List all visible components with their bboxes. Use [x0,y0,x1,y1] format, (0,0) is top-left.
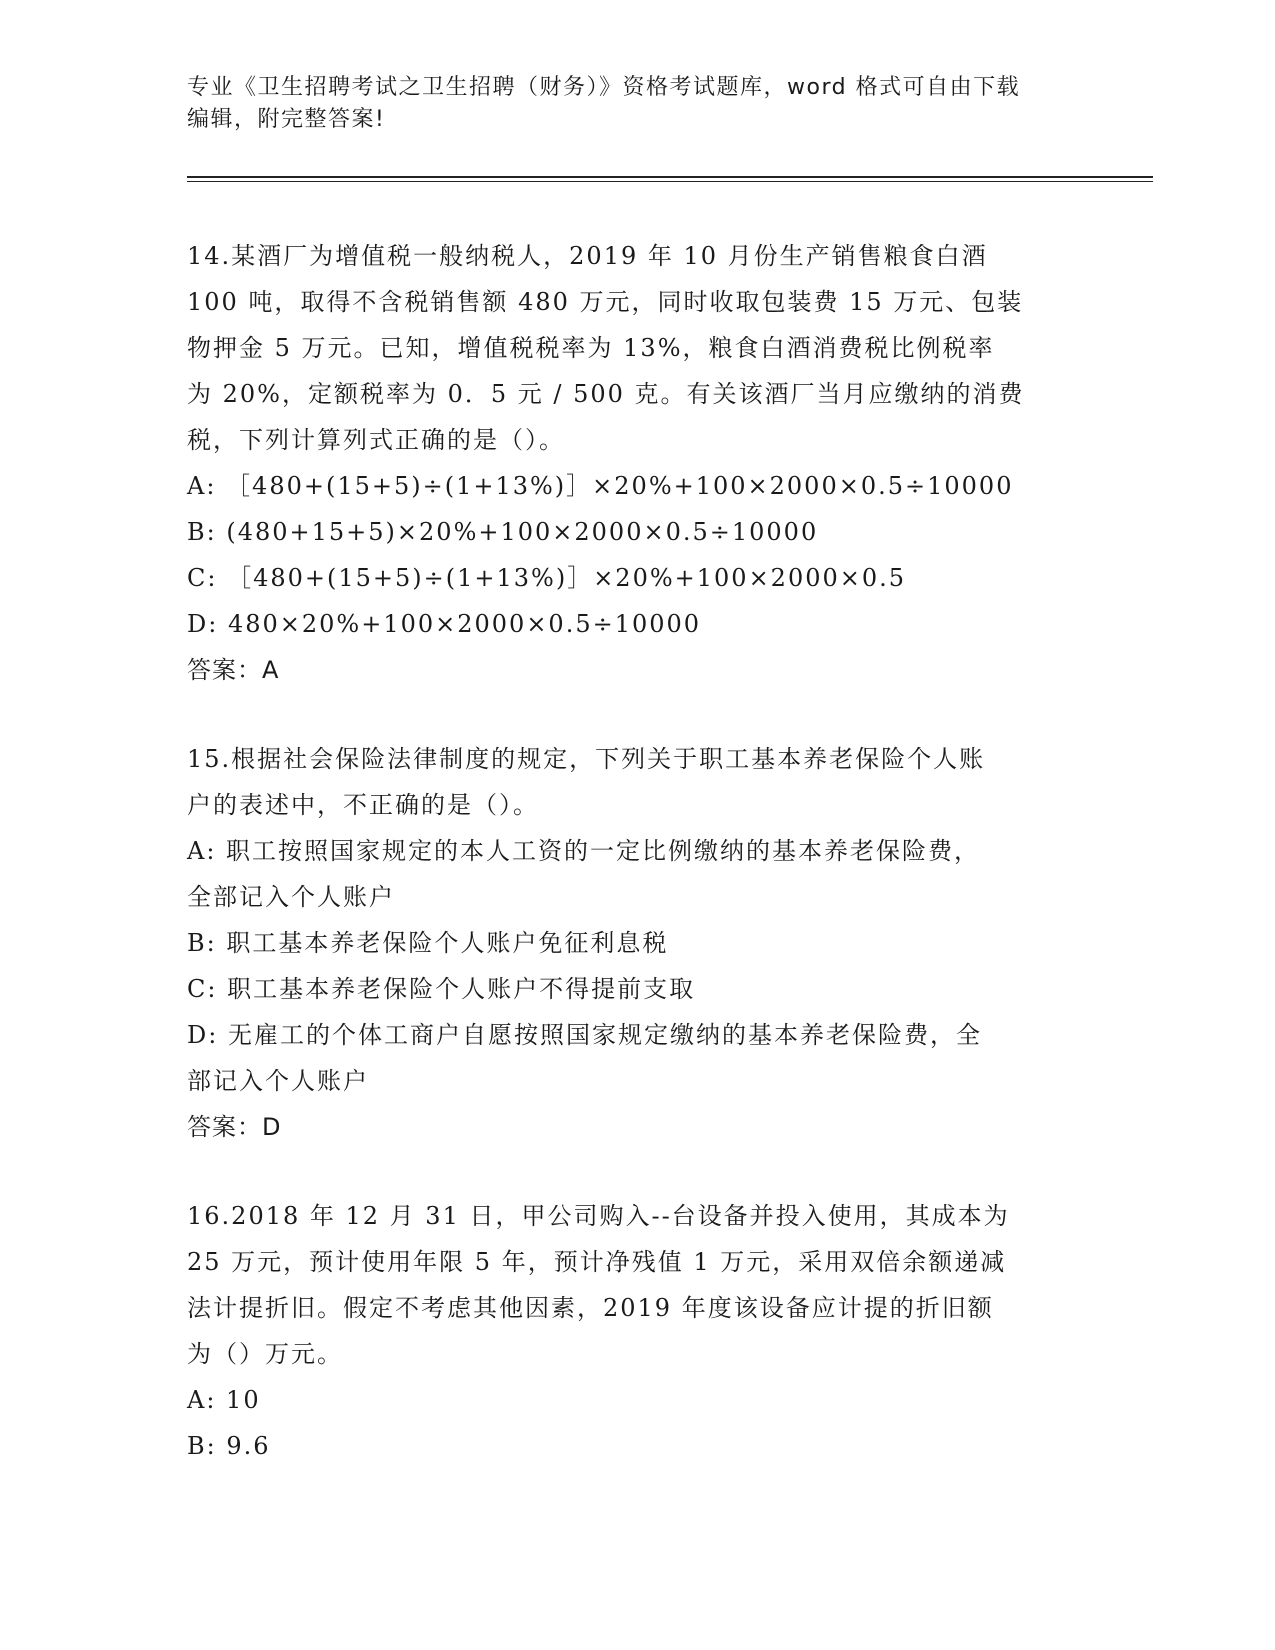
option-a: A: 职工按照国家规定的本人工资的一定比例缴纳的基本养老保险费， [187,837,981,865]
question-stem-line: 户的表述中，不正确的是（）。 [187,791,539,819]
question-stem-line: 100 吨，取得不含税销售额 480 万元，同时收取包装费 15 万元、包装 [187,288,1024,316]
question-stem-line: 物押金 5 万元。已知，增值税税率为 13%，粮食白酒消费税比例税率 [187,334,995,362]
option-b: B: 职工基本养老保险个人账户免征利息税 [187,929,669,957]
option-b: B: 9.6 [187,1432,271,1460]
question-16 [187,1193,1087,1469]
question-stem-line: 法计提折旧。假定不考虑其他因素，2019 年度该设备应计提的折旧额 [187,1294,994,1322]
option-a-continued: 全部记入个人账户 [187,883,395,911]
option-d: D: 480×20%+100×2000×0.5÷10000 [187,610,702,638]
question-stem-line: 16.2018 年 12 月 31 日，甲公司购入--台设备并投入使用，其成本为 [187,1202,1010,1230]
question-14 [187,233,1087,693]
question-stem-line: 税，下列计算列式正确的是（）。 [187,426,565,454]
header-divider-thick [187,176,1153,178]
question-stem-line: 15.根据社会保险法律制度的规定，下列关于职工基本养老保险个人账 [187,745,986,773]
option-c: C: ［480+(15+5)÷(1+13%)］×20%+100×2000×0.5 [187,564,907,592]
option-c: C: 职工基本养老保险个人账户不得提前支取 [187,975,696,1003]
option-b: B: (480+15+5)×20%+100×2000×0.5÷10000 [187,518,819,546]
option-d-continued: 部记入个人账户 [187,1067,369,1095]
option-a: A: 10 [187,1386,261,1414]
option-d: D: 无雇工的个体工商户自愿按照国家规定缴纳的基本养老保险费，全 [187,1021,982,1049]
question-stem-line: 为 20%，定额税率为 0．5 元 / 500 克。有关该酒厂当月应缴纳的消费 [187,380,1025,408]
question-stem-line: 25 万元，预计使用年限 5 年，预计净残值 1 万元，采用双倍余额递减 [187,1248,1007,1276]
question-15 [187,736,1087,1150]
question-stem-line: 14.某酒厂为增值税一般纳税人，2019 年 10 月份生产销售粮食白酒 [187,242,988,270]
header-divider-thin [187,181,1153,182]
question-stem-line: 为（）万元。 [187,1340,343,1368]
option-a: A: ［480+(15+5)÷(1+13%)］×20%+100×2000×0.5÷10000 [187,472,1014,500]
answer-label: 答案：D [187,1113,282,1141]
answer-label: 答案：A [187,656,280,684]
document-header: 专业《卫生招聘考试之卫生招聘（财务）》资格考试题库，word 格式可自由下载 编辑，附完整答案! [187,75,1021,132]
